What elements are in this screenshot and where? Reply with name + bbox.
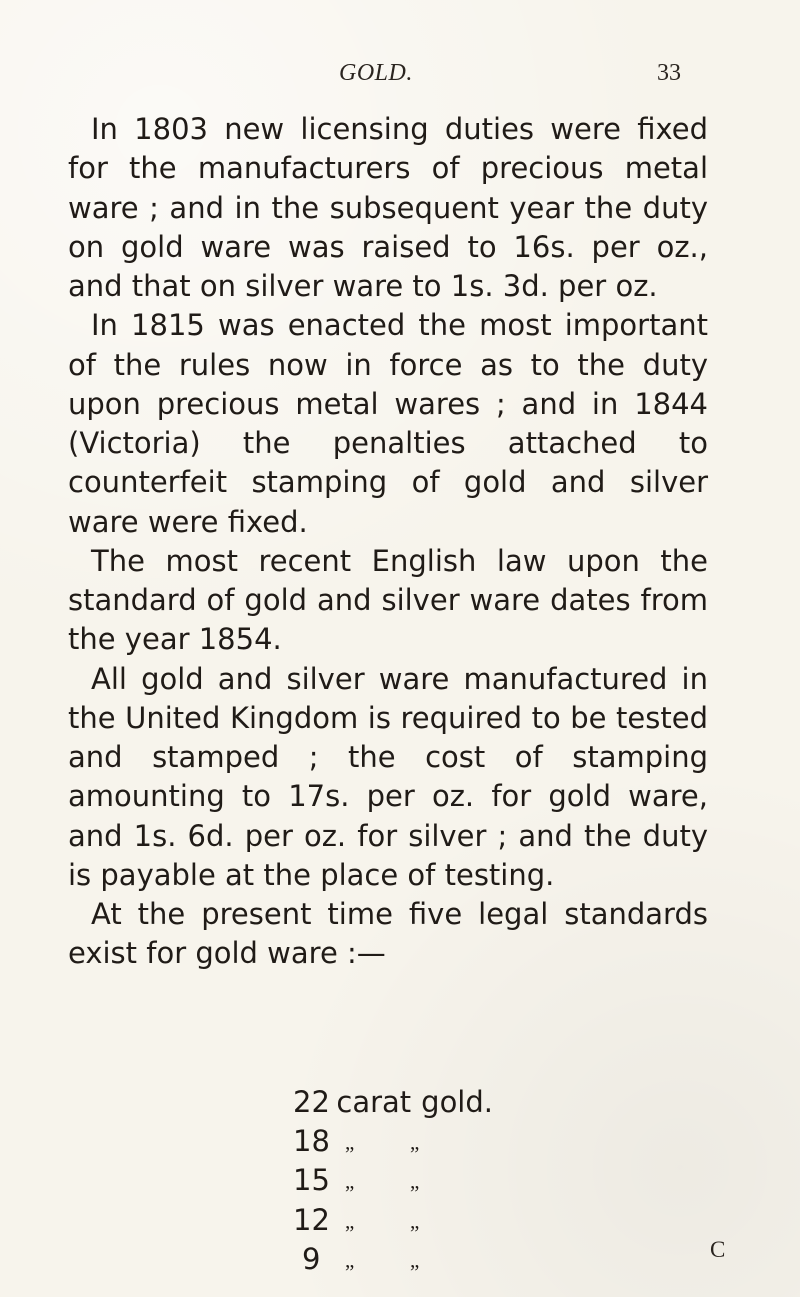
- paragraph-licensing-duties: In 1803 new licensing duties were fixed for the manufacturers of precious metal ware ; and in the subsequent year the duty on gold ware was raised to 16s. per oz., and that on silver ware to 1s. 3d. per oz.: [68, 112, 708, 303]
- signature-mark: C: [710, 1237, 726, 1262]
- standard-number: 22: [293, 1085, 330, 1119]
- page-content: [68, 110, 708, 974]
- paragraph-recent-law: The most recent English law upon the standard of gold and silver ware dates from the year 1854.: [68, 543, 708, 657]
- carat-label: carat: [336, 1085, 412, 1119]
- list-item: [293, 1201, 493, 1240]
- ditto-mark: „: [410, 1247, 420, 1272]
- list-item: [293, 1161, 493, 1200]
- paragraph-legal-standards: At the present time five legal standards exist for gold ware :—: [68, 897, 708, 971]
- standard-number: 12: [293, 1202, 330, 1237]
- standard-number: 15: [293, 1163, 330, 1198]
- ditto-mark: „: [345, 1247, 355, 1272]
- ditto-mark: „: [345, 1130, 355, 1155]
- ditto-mark: „: [410, 1169, 420, 1194]
- paragraph-duty-rules: In 1815 was enacted the most important of the rules now in force as to the duty upon precious metal wares ; and in 1844 (Victoria) the penalties attached to counterfeit stamping of gold and silver ware were fixed.: [68, 308, 708, 539]
- paragraph-testing-stamping: All gold and silver ware manufactured in the United Kingdom is required to be tested and stamped ; the cost of stamping amounting to 17s. per oz. for gold ware, and 1s. 6d. per oz. for silver ; and the duty is payable at the place of testing.: [68, 661, 708, 892]
- gold-standards-list: [293, 1083, 493, 1279]
- list-item: [293, 1122, 493, 1161]
- page-number: 33: [657, 60, 681, 86]
- page-header: [0, 50, 800, 90]
- running-head: GOLD.: [339, 60, 413, 86]
- ditto-mark: „: [345, 1208, 355, 1233]
- standard-number: 18: [293, 1124, 330, 1159]
- standard-number: 9: [302, 1241, 321, 1276]
- ditto-mark: „: [410, 1208, 420, 1233]
- list-item: [293, 1240, 493, 1279]
- ditto-mark: „: [345, 1169, 355, 1194]
- gold-label: gold.: [421, 1085, 493, 1119]
- ditto-mark: „: [410, 1130, 420, 1155]
- list-item: [293, 1083, 493, 1122]
